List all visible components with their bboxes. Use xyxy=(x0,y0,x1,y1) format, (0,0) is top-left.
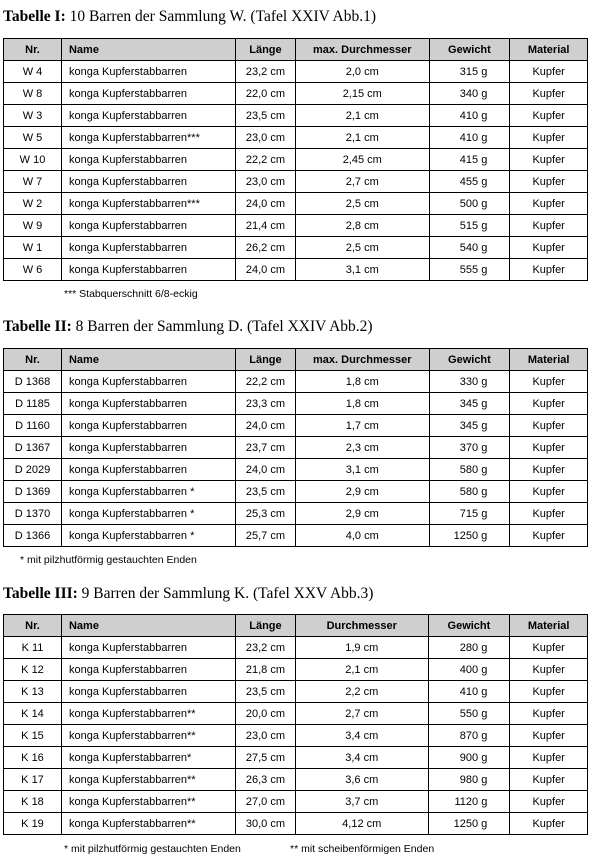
table-cell: 410 g xyxy=(429,127,510,149)
column-header: Nr. xyxy=(4,615,62,637)
table-cell: K 15 xyxy=(4,725,62,747)
table-cell: 2,1 cm xyxy=(295,127,429,149)
table-cell: 1,9 cm xyxy=(295,637,428,659)
table-cell: 2,7 cm xyxy=(295,171,429,193)
table-cell: 2,9 cm xyxy=(295,503,429,525)
table-cell: konga Kupferstabbarren xyxy=(61,415,235,437)
table-cell: konga Kupferstabbarren xyxy=(61,83,235,105)
table-cell: konga Kupferstabbarren* xyxy=(61,747,235,769)
table-title-label: Tabelle III: xyxy=(3,585,78,602)
table-cell: W 1 xyxy=(4,237,62,259)
table-cell: konga Kupferstabbarren xyxy=(61,61,235,83)
table-cell: 540 g xyxy=(429,237,510,259)
table-cell: 21,8 cm xyxy=(235,659,295,681)
table-row xyxy=(4,171,588,193)
column-header: Material xyxy=(510,349,588,371)
table-cell: konga Kupferstabbarren** xyxy=(61,813,235,835)
table-cell: K 17 xyxy=(4,769,62,791)
column-header: Gewicht xyxy=(428,615,510,637)
table-cell: W 2 xyxy=(4,193,62,215)
column-header: Gewicht xyxy=(429,39,510,61)
table-cell: Kupfer xyxy=(510,791,588,813)
table-cell: K 14 xyxy=(4,703,62,725)
table-cell: W 5 xyxy=(4,127,62,149)
table-cell: 22,0 cm xyxy=(235,83,295,105)
table-row xyxy=(4,105,588,127)
table-cell: Kupfer xyxy=(510,703,588,725)
table-title xyxy=(0,7,376,27)
column-header: Material xyxy=(510,615,588,637)
table-row xyxy=(4,371,588,393)
table-cell: Kupfer xyxy=(510,83,588,105)
table-title-text: 10 Barren der Sammlung W. (Tafel XXIV Abb.1) xyxy=(65,8,377,25)
table-row xyxy=(4,681,588,703)
table-cell: 20,0 cm xyxy=(235,703,295,725)
table-row xyxy=(4,481,588,503)
table-row xyxy=(4,237,588,259)
table-row xyxy=(4,437,588,459)
table-cell: 345 g xyxy=(429,415,510,437)
table-cell: 1,8 cm xyxy=(295,393,429,415)
table-cell: 330 g xyxy=(429,371,510,393)
table-cell: Kupfer xyxy=(510,61,588,83)
table-cell: 23,5 cm xyxy=(235,481,295,503)
table-row xyxy=(4,127,588,149)
table-cell: Kupfer xyxy=(510,127,588,149)
table-cell: 2,8 cm xyxy=(295,215,429,237)
table-title xyxy=(0,317,373,337)
table-row xyxy=(4,659,588,681)
table-cell: Kupfer xyxy=(510,393,588,415)
table-cell: 22,2 cm xyxy=(235,149,295,171)
table-cell: 22,2 cm xyxy=(235,371,295,393)
column-header: Gewicht xyxy=(429,349,510,371)
table-cell: Kupfer xyxy=(510,813,588,835)
table-cell: 23,7 cm xyxy=(235,437,295,459)
table-cell: 24,0 cm xyxy=(235,259,295,281)
table-cell: Kupfer xyxy=(510,215,588,237)
footnote: * mit pilzhutförmig gestauchten Enden xyxy=(64,843,241,855)
table-cell: 2,15 cm xyxy=(295,83,429,105)
table-cell: 4,12 cm xyxy=(295,813,428,835)
table-cell: 26,3 cm xyxy=(235,769,295,791)
column-header: Material xyxy=(510,39,588,61)
table-header-row xyxy=(4,349,588,371)
table-cell: konga Kupferstabbarren * xyxy=(61,525,235,547)
table-cell: Kupfer xyxy=(510,259,588,281)
table-cell: konga Kupferstabbarren** xyxy=(61,769,235,791)
table-cell: 1,7 cm xyxy=(295,415,429,437)
table-cell: konga Kupferstabbarren xyxy=(61,393,235,415)
table-cell: 3,4 cm xyxy=(295,747,428,769)
table-cell: Kupfer xyxy=(510,459,588,481)
table-cell: D 1160 xyxy=(4,415,62,437)
table-cell: 550 g xyxy=(428,703,510,725)
table-cell: Kupfer xyxy=(510,415,588,437)
table-cell: 500 g xyxy=(429,193,510,215)
table-cell: 27,5 cm xyxy=(235,747,295,769)
table-cell: K 18 xyxy=(4,791,62,813)
table-cell: W 6 xyxy=(4,259,62,281)
table-cell: 2,5 cm xyxy=(295,193,429,215)
table-cell: 2,3 cm xyxy=(295,437,429,459)
table-cell: 2,1 cm xyxy=(295,659,428,681)
table-cell: D 1370 xyxy=(4,503,62,525)
table-cell: 2,45 cm xyxy=(295,149,429,171)
table-cell: W 8 xyxy=(4,83,62,105)
table-cell: W 9 xyxy=(4,215,62,237)
table-cell: konga Kupferstabbarren * xyxy=(61,481,235,503)
table-cell: D 1368 xyxy=(4,371,62,393)
table-cell: 1120 g xyxy=(428,791,510,813)
column-header: Länge xyxy=(235,349,295,371)
table-cell: 23,3 cm xyxy=(235,393,295,415)
table-cell: K 11 xyxy=(4,637,62,659)
table-row xyxy=(4,259,588,281)
table-cell: konga Kupferstabbarren xyxy=(61,437,235,459)
table-cell: 980 g xyxy=(428,769,510,791)
table-cell: K 13 xyxy=(4,681,62,703)
table-cell: Kupfer xyxy=(510,171,588,193)
table-cell: Kupfer xyxy=(510,149,588,171)
table-row xyxy=(4,813,588,835)
table-cell: Kupfer xyxy=(510,105,588,127)
table-cell: 2,5 cm xyxy=(295,237,429,259)
table-cell: Kupfer xyxy=(510,769,588,791)
table-row xyxy=(4,415,588,437)
table-cell: 26,2 cm xyxy=(235,237,295,259)
data-table xyxy=(3,38,588,281)
table-row xyxy=(4,215,588,237)
table-cell: 1,8 cm xyxy=(295,371,429,393)
table-cell: 555 g xyxy=(429,259,510,281)
table-cell: 2,0 cm xyxy=(295,61,429,83)
table-cell: 27,0 cm xyxy=(235,791,295,813)
table-cell: W 7 xyxy=(4,171,62,193)
table-cell: konga Kupferstabbarren xyxy=(61,371,235,393)
table-cell: K 12 xyxy=(4,659,62,681)
table-cell: 24,0 cm xyxy=(235,193,295,215)
column-header: Länge xyxy=(235,615,295,637)
table-row xyxy=(4,725,588,747)
table-cell: 415 g xyxy=(429,149,510,171)
table-title-label: Tabelle II: xyxy=(3,318,72,335)
footnote: *** Stabquerschnitt 6/8-eckig xyxy=(64,288,198,300)
table-cell: konga Kupferstabbarren*** xyxy=(61,193,235,215)
table-row xyxy=(4,747,588,769)
column-header: Name xyxy=(61,39,235,61)
table-cell: konga Kupferstabbarren** xyxy=(61,703,235,725)
table-cell: 1250 g xyxy=(428,813,510,835)
table-row xyxy=(4,393,588,415)
table-cell: 410 g xyxy=(429,105,510,127)
table-cell: Kupfer xyxy=(510,371,588,393)
table-cell: Kupfer xyxy=(510,725,588,747)
table-cell: 2,2 cm xyxy=(295,681,428,703)
table-cell: Kupfer xyxy=(510,747,588,769)
table-cell: Kupfer xyxy=(510,681,588,703)
column-header: max. Durchmesser xyxy=(295,349,429,371)
table-cell: 23,2 cm xyxy=(235,61,295,83)
table-title-text: 8 Barren der Sammlung D. (Tafel XXIV Abb.2) xyxy=(71,318,373,335)
table-cell: konga Kupferstabbarren xyxy=(61,659,235,681)
table-cell: 1250 g xyxy=(429,525,510,547)
table-cell: D 1185 xyxy=(4,393,62,415)
table-cell: 30,0 cm xyxy=(235,813,295,835)
table-cell: W 4 xyxy=(4,61,62,83)
table-cell: 3,1 cm xyxy=(295,459,429,481)
table-row xyxy=(4,525,588,547)
table-cell: 280 g xyxy=(428,637,510,659)
table-cell: konga Kupferstabbarren xyxy=(61,637,235,659)
table-cell: 2,1 cm xyxy=(295,105,429,127)
column-header: Länge xyxy=(235,39,295,61)
table-cell: Kupfer xyxy=(510,525,588,547)
table-cell: Kupfer xyxy=(510,193,588,215)
table-cell: Kupfer xyxy=(510,237,588,259)
table-cell: konga Kupferstabbarren** xyxy=(61,725,235,747)
table-cell: konga Kupferstabbarren xyxy=(61,149,235,171)
table-cell: 3,7 cm xyxy=(295,791,428,813)
table-row xyxy=(4,61,588,83)
table-cell: 715 g xyxy=(429,503,510,525)
table-cell: Kupfer xyxy=(510,437,588,459)
table-header-row xyxy=(4,615,588,637)
table-cell: D 1367 xyxy=(4,437,62,459)
table-cell: D 1366 xyxy=(4,525,62,547)
table-cell: 2,9 cm xyxy=(295,481,429,503)
table-cell: konga Kupferstabbarren** xyxy=(61,791,235,813)
table-cell: 2,7 cm xyxy=(295,703,428,725)
table-cell: konga Kupferstabbarren xyxy=(61,171,235,193)
table-cell: 340 g xyxy=(429,83,510,105)
table-row xyxy=(4,149,588,171)
table-cell: K 16 xyxy=(4,747,62,769)
table-cell: D 2029 xyxy=(4,459,62,481)
table-cell: K 19 xyxy=(4,813,62,835)
table-cell: 400 g xyxy=(428,659,510,681)
footnote: * mit pilzhutförmig gestauchten Enden xyxy=(20,554,197,566)
column-header: Nr. xyxy=(4,349,62,371)
table-cell: 455 g xyxy=(429,171,510,193)
table-cell: 370 g xyxy=(429,437,510,459)
table-title-label: Tabelle I: xyxy=(3,8,66,25)
table-row xyxy=(4,637,588,659)
table-cell: 23,0 cm xyxy=(235,127,295,149)
table-cell: D 1369 xyxy=(4,481,62,503)
table-cell: 4,0 cm xyxy=(295,525,429,547)
column-header: max. Durchmesser xyxy=(295,39,429,61)
table-cell: 24,0 cm xyxy=(235,459,295,481)
table-cell: Kupfer xyxy=(510,481,588,503)
table-cell: 3,4 cm xyxy=(295,725,428,747)
table-cell: 21,4 cm xyxy=(235,215,295,237)
table-cell: 345 g xyxy=(429,393,510,415)
table-row xyxy=(4,83,588,105)
table-cell: konga Kupferstabbarren xyxy=(61,259,235,281)
column-header: Name xyxy=(61,349,235,371)
table-cell: konga Kupferstabbarren * xyxy=(61,503,235,525)
column-header: Name xyxy=(61,615,235,637)
table-cell: konga Kupferstabbarren*** xyxy=(61,127,235,149)
table-cell: 315 g xyxy=(429,61,510,83)
data-table xyxy=(3,348,588,547)
table-cell: konga Kupferstabbarren xyxy=(61,681,235,703)
table-cell: 580 g xyxy=(429,459,510,481)
table-cell: konga Kupferstabbarren xyxy=(61,237,235,259)
table-row xyxy=(4,503,588,525)
table-cell: konga Kupferstabbarren xyxy=(61,215,235,237)
table-cell: 410 g xyxy=(428,681,510,703)
table-title-text: 9 Barren der Sammlung K. (Tafel XXV Abb.3) xyxy=(77,585,374,602)
table-cell: 3,1 cm xyxy=(295,259,429,281)
table-cell: 23,0 cm xyxy=(235,171,295,193)
table-row xyxy=(4,703,588,725)
column-header: Durchmesser xyxy=(295,615,428,637)
table-cell: 23,0 cm xyxy=(235,725,295,747)
column-header: Nr. xyxy=(4,39,62,61)
table-title xyxy=(0,584,373,604)
table-cell: konga Kupferstabbarren xyxy=(61,105,235,127)
table-cell: 23,5 cm xyxy=(235,681,295,703)
table-cell: 900 g xyxy=(428,747,510,769)
table-cell: 3,6 cm xyxy=(295,769,428,791)
table-cell: 25,7 cm xyxy=(235,525,295,547)
table-row xyxy=(4,769,588,791)
table-cell: 25,3 cm xyxy=(235,503,295,525)
table-cell: Kupfer xyxy=(510,503,588,525)
table-cell: 515 g xyxy=(429,215,510,237)
table-header-row xyxy=(4,39,588,61)
table-cell: W 10 xyxy=(4,149,62,171)
table-row xyxy=(4,459,588,481)
table-cell: Kupfer xyxy=(510,659,588,681)
table-cell: 23,5 cm xyxy=(235,105,295,127)
table-cell: 24,0 cm xyxy=(235,415,295,437)
data-table xyxy=(3,614,588,835)
table-cell: konga Kupferstabbarren xyxy=(61,459,235,481)
table-cell: 580 g xyxy=(429,481,510,503)
table-cell: Kupfer xyxy=(510,637,588,659)
table-cell: 23,2 cm xyxy=(235,637,295,659)
footnote: ** mit scheibenförmigen Enden xyxy=(290,843,435,855)
table-cell: W 3 xyxy=(4,105,62,127)
table-row xyxy=(4,791,588,813)
table-row xyxy=(4,193,588,215)
table-cell: 870 g xyxy=(428,725,510,747)
